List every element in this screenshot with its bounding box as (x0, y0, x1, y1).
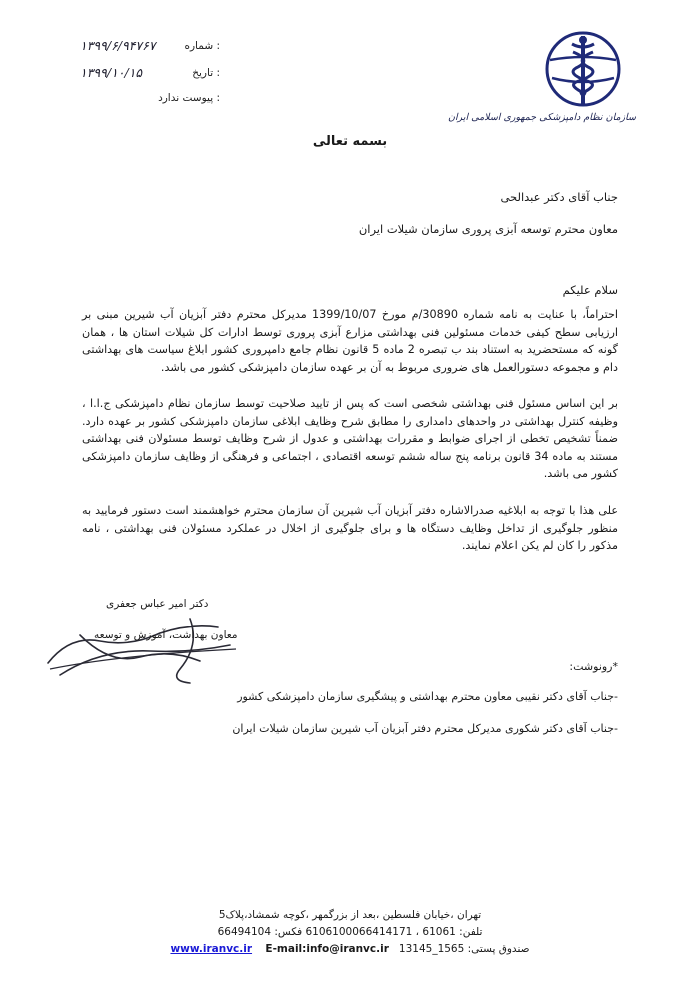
caduceus-emblem-icon (538, 30, 628, 108)
letter-attachment-row (70, 92, 220, 110)
footer-phones: تلفن: 61061 ، 6106100066414171 فکس: 66494104 (217, 926, 483, 938)
salutation: سلام علیکم (562, 283, 618, 297)
footer-address: تهران ،خیابان فلسطین ،بعد از بزرگمهر ،کوچه شمشاد،پلاک5 (218, 909, 482, 921)
letter-date-row (70, 67, 220, 85)
signer-name: دکتر امیر عباس جعفری (106, 598, 209, 610)
letter-title: بسمه تعالی (312, 134, 388, 149)
letter-number-label: : شماره (184, 40, 220, 52)
body-paragraph-3: علی هذا با توجه به ابلاغیه صدرالاشاره دفتر آبزیان آب شیرین آن سازمان محترم خواهشمند است دستور فرمایید به منظور جلوگیری از تداخل وظایف دستگاه ها و برای جلوگیری از اخلال در عملکرد مسئولان فنی بهداشتی ، نامه مذکور را کان لم یکن اعلام نمایند. (82, 504, 618, 553)
letter-attachment-label: : پیوست ندارد (158, 92, 220, 104)
cc-title: *رونوشت: (569, 660, 618, 673)
handwritten-signature (40, 605, 240, 690)
cc-item: -جناب آقای دکتر شکوری مدیرکل محترم دفتر آبزیان آب شیرین سازمان شیلات ایران (232, 722, 618, 735)
footer-contact-row (0, 943, 700, 955)
body-paragraph-2: بر این اساس مسئول فنی بهداشتی شخصی است که پس از تایید صلاحیت توسط سازمان نظام دامپزشکی ج.ا.ا ، وظیفه کنترل بهداشتی در واحدهای دامداری را مطابق شرح وظایف ابلاغی سازمان دامپزشکی کشور بر عهده دارد. ضمناً تشخیص تخطی از اجرای ضوابط و مقررات بهداشتی و عدول از شرح وظایف توسط مسئولان فنی بهداشتی مستند به ماده 34 قانون برنامه پنج ساله ششم توسعه اقتصادی ، اجتماعی و فرهنگی از وظایف سازمان دامپزشکی کشور می باشد. (82, 397, 618, 481)
body-paragraph-1: احتراماً، با عنایت به نامه شماره 30890/م مورخ 1399/10/07 مدیرکل محترم دفتر آبزیان آب شیرین مبنی بر ارزیابی سطح کیفی خدمات مسئولین فنی بهداشتی مزارع آبزی پروری توسط ادارات کل شیلات استان ها ، همان گونه که مستحضرید به استناد بند ب تبصره 2 ماده 5 قانون نظام جامع دامپروری کشور ابلاغ سیاست های بهداشتی دام و مجموعه دستورالعمل های ضروری مربوط به آن بر عهده سازمان دامپزشکی کشور می باشد. (82, 308, 618, 374)
signer-role: معاون بهداشت، آموزش و توسعه (94, 629, 238, 641)
letter-date-label: : تاریخ (192, 67, 220, 79)
recipient-name: جناب آقای دکتر عبدالحی (500, 190, 618, 204)
cc-item: -جناب آقای دکتر نقیبی معاون محترم بهداشتی و پیشگیری سازمان دامپزشکی کشور (237, 690, 618, 703)
website-link[interactable]: www.iranvc.ir (170, 943, 253, 955)
letter-date-value: ۱۳۹۹/۱۰/۱۵ (80, 65, 143, 80)
recipient-title: معاون محترم توسعه آبزی پروری سازمان شیلات ایران (358, 222, 618, 236)
org-logo (538, 30, 628, 108)
letter-number-row (70, 40, 220, 58)
org-name-caption: سازمان نظام دامپزشکی جمهوری اسلامی ایران (448, 112, 636, 123)
letter-number-value: ۱۳۹۹/۶/۹۴۷۶۷ (80, 38, 156, 53)
email-text[interactable]: E-mail:info@iranvc.ir (265, 943, 389, 955)
pobox-text: صندوق پستی: 1565_13145 (398, 943, 530, 955)
